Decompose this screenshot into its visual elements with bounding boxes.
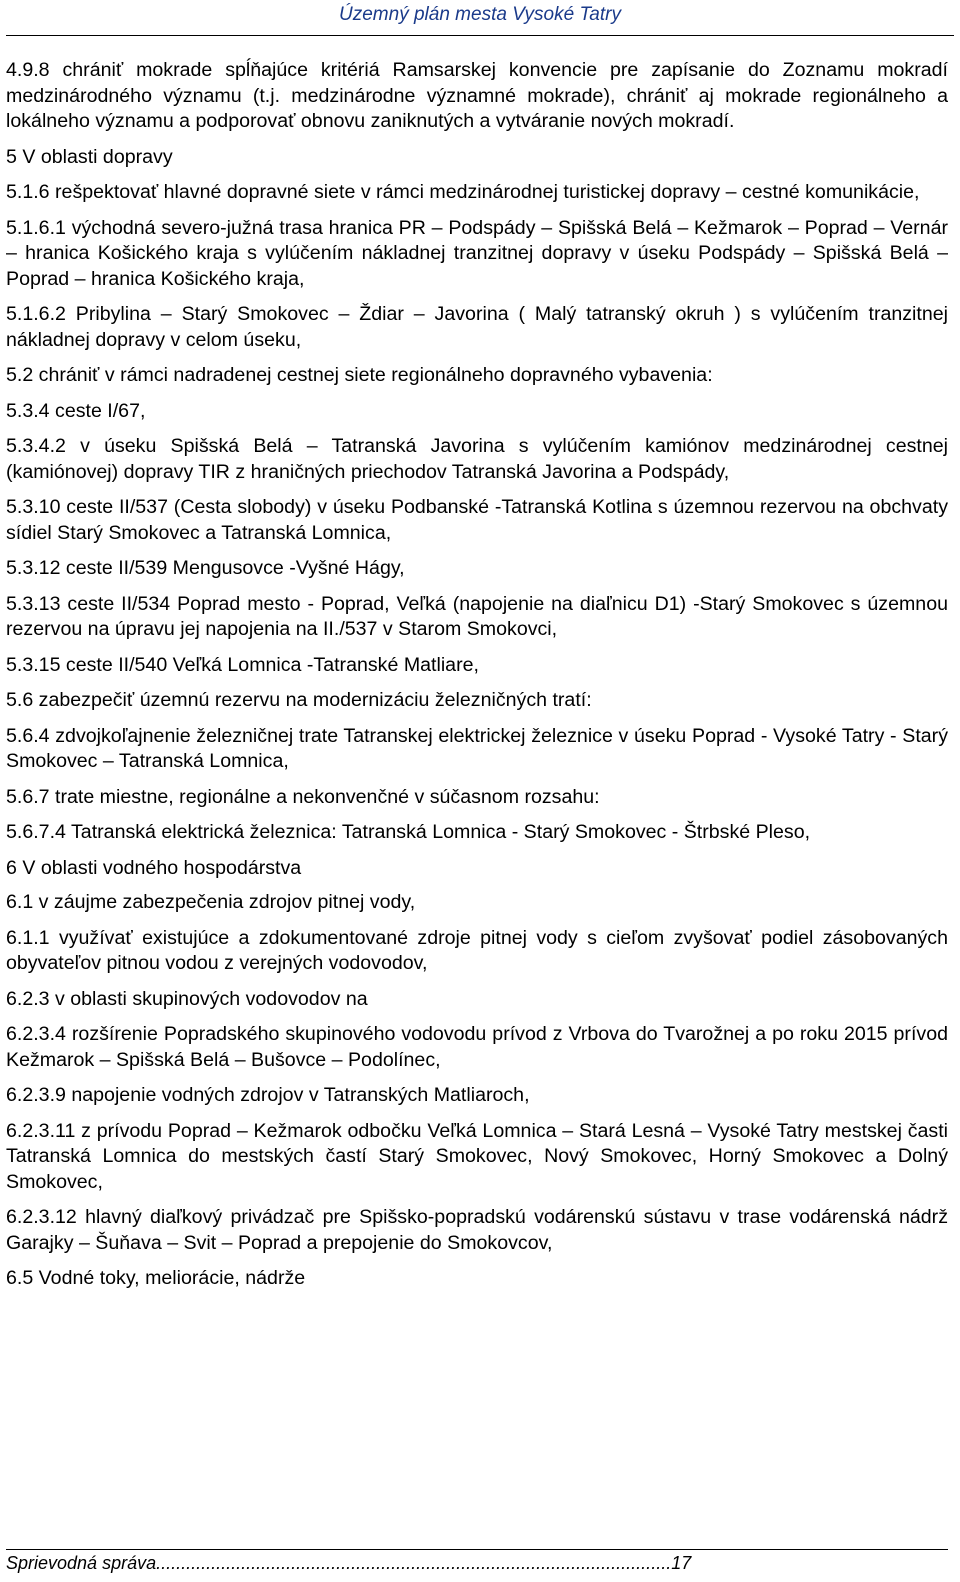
paragraph-5-3-13: 5.3.13 ceste II/534 Poprad mesto - Poprad, Veľká (napojenie na diaľnicu D1) -Starý Smokovec s územnou rezervou na úpravu jej napojenia na II./537 v Starom Smokovci, (6, 592, 948, 640)
paragraph-6-2-3-12: 6.2.3.12 hlavný diaľkový privádzač pre Spišsko-popradskú vodárenskú sústavu v trase vodárenská nádrž Garajky – Šuňava – Svit – Poprad a prepojenie do Smokovcov, (6, 1206, 948, 1254)
page-header (6, 0, 954, 36)
paragraph-5-1-6-1: 5.1.6.1 východná severo-južná trasa hranica PR – Podspády – Spišská Belá – Kežmarok – Poprad – Vernár – hranica Košického kraja s vylúčením nákladnej tranzitnej dopravy v úseku Podspády – Spišská Belá – Poprad – hranica Košického kraja, (6, 216, 948, 290)
paragraph-5-6-7: 5.6.7 trate miestne, regionálne a nekonvenčné v súčasnom rozsahu: (6, 785, 600, 808)
paragraph-6-2-3-4: 6.2.3.4 rozšírenie Popradského skupinového vodovodu prívod z Vrbova do Tvarožnej a po roku 2015 prívod Kežmarok – Spišská Belá – Bušovce – Podolínec, (6, 1023, 948, 1071)
document-title: Územný plán mesta Vysoké Tatry (339, 4, 621, 25)
heading-vodne-toky: 6.5 Vodné toky, meliorácie, nádrže (6, 1267, 306, 1289)
paragraph-5-1-6: 5.1.6 rešpektovať hlavné dopravné siete v rámci medzinárodnej turistickej dopravy – cestné komunikácie, (6, 181, 920, 203)
paragraph-5-3-10: 5.3.10 ceste II/537 (Cesta slobody) v úseku Podbanské -Tatranská Kotlina s územnou rezervou na obchvaty sídiel Starý Smokovec a Tatranská Lomnica, (6, 496, 948, 544)
paragraph-6-2-3-11: 6.2.3.11 z prívodu Poprad – Kežmarok odbočku Veľká Lomnica – Stará Lesná – Vysoké Tatry mestskej časti Tatranská Lomnica do mestských častí Starý Smokovec, Nový Smokovec, Horný Smokovec a Dolný Smokovec, (6, 1119, 948, 1193)
paragraph-6-2-3: 6.2.3 v oblasti skupinových vodovodov na (6, 987, 368, 1010)
paragraph-5-2: 5.2 chrániť v rámci nadradenej cestnej siete regionálneho dopravného vybavenia: (6, 364, 713, 386)
heading-vodne-hospodarstvo: 6 V oblasti vodného hospodárstva (6, 856, 302, 879)
heading-doprava: 5 V oblasti dopravy (6, 145, 173, 168)
paragraph-5-3-4-2: 5.3.4.2 v úseku Spišská Belá – Tatranská Javorina s vylúčením kamiónov medzinárodnej cestnej (kamiónovej) dopravy TIR z hraničných priechodov Tatranská Javorina a Podspády, (6, 435, 948, 483)
paragraph-5-6-4: 5.6.4 zdvojkoľajnenie železničnej trate Tatranskej elektrickej železnice v úseku Poprad - Vysoké Tatry - Starý Smokovec – Tatranská Lomnica, (6, 724, 948, 772)
paragraph-5-6: 5.6 zabezpečiť územnú rezervu na modernizáciu železničných tratí: (6, 689, 592, 711)
paragraph-5-3-4: 5.3.4 ceste I/67, (6, 399, 146, 422)
paragraph-5-3-15: 5.3.15 ceste II/540 Veľká Lomnica -Tatranské Matliare, (6, 653, 479, 676)
paragraph-5-3-12: 5.3.12 ceste II/539 Mengusovce -Vyšné Hágy, (6, 557, 405, 579)
paragraph-5-6-7-4: 5.6.7.4 Tatranská elektrická železnica: Tatranská Lomnica - Starý Smokovec - Štrbské Pleso, (6, 821, 811, 843)
paragraph-5-1-6-2: 5.1.6.2 Pribylina – Starý Smokovec – Ždiar – Javorina ( Malý tatranský okruh ) s vylúčením tranzitnej nákladnej dopravy v celom úseku, (6, 303, 948, 351)
paragraph-6-1-1: 6.1.1 využívať existujúce a zdokumentované zdroje pitnej vody s cieľom zvyšovať podiel zásobovaných obyvateľov pitnou vodou z verejných vodovodov, (6, 926, 948, 974)
document-body (6, 58, 948, 1302)
paragraph-6-2-3-9: 6.2.3.9 napojenie vodných zdrojov v Tatranských Matliaroch, (6, 1084, 530, 1106)
paragraph-4-9-8: 4.9.8 chrániť mokrade spĺňajúce kritériá Ramsarskej konvencie pre zapísanie do Zoznamu mokradí medzinárodného významu (t.j. medzinárodne významné mokrade), chrániť aj mokrade regionálneho a lokálneho významu a podporovať obnovu zaniknutých a vytváranie nových mokradí. (6, 59, 948, 132)
paragraph-6-1: 6.1 v záujme zabezpečenia zdrojov pitnej vody, (6, 891, 416, 913)
footer-text: Sprievodná správa.......................................................................................................17 (6, 1553, 692, 1573)
page-footer (6, 1549, 948, 1578)
